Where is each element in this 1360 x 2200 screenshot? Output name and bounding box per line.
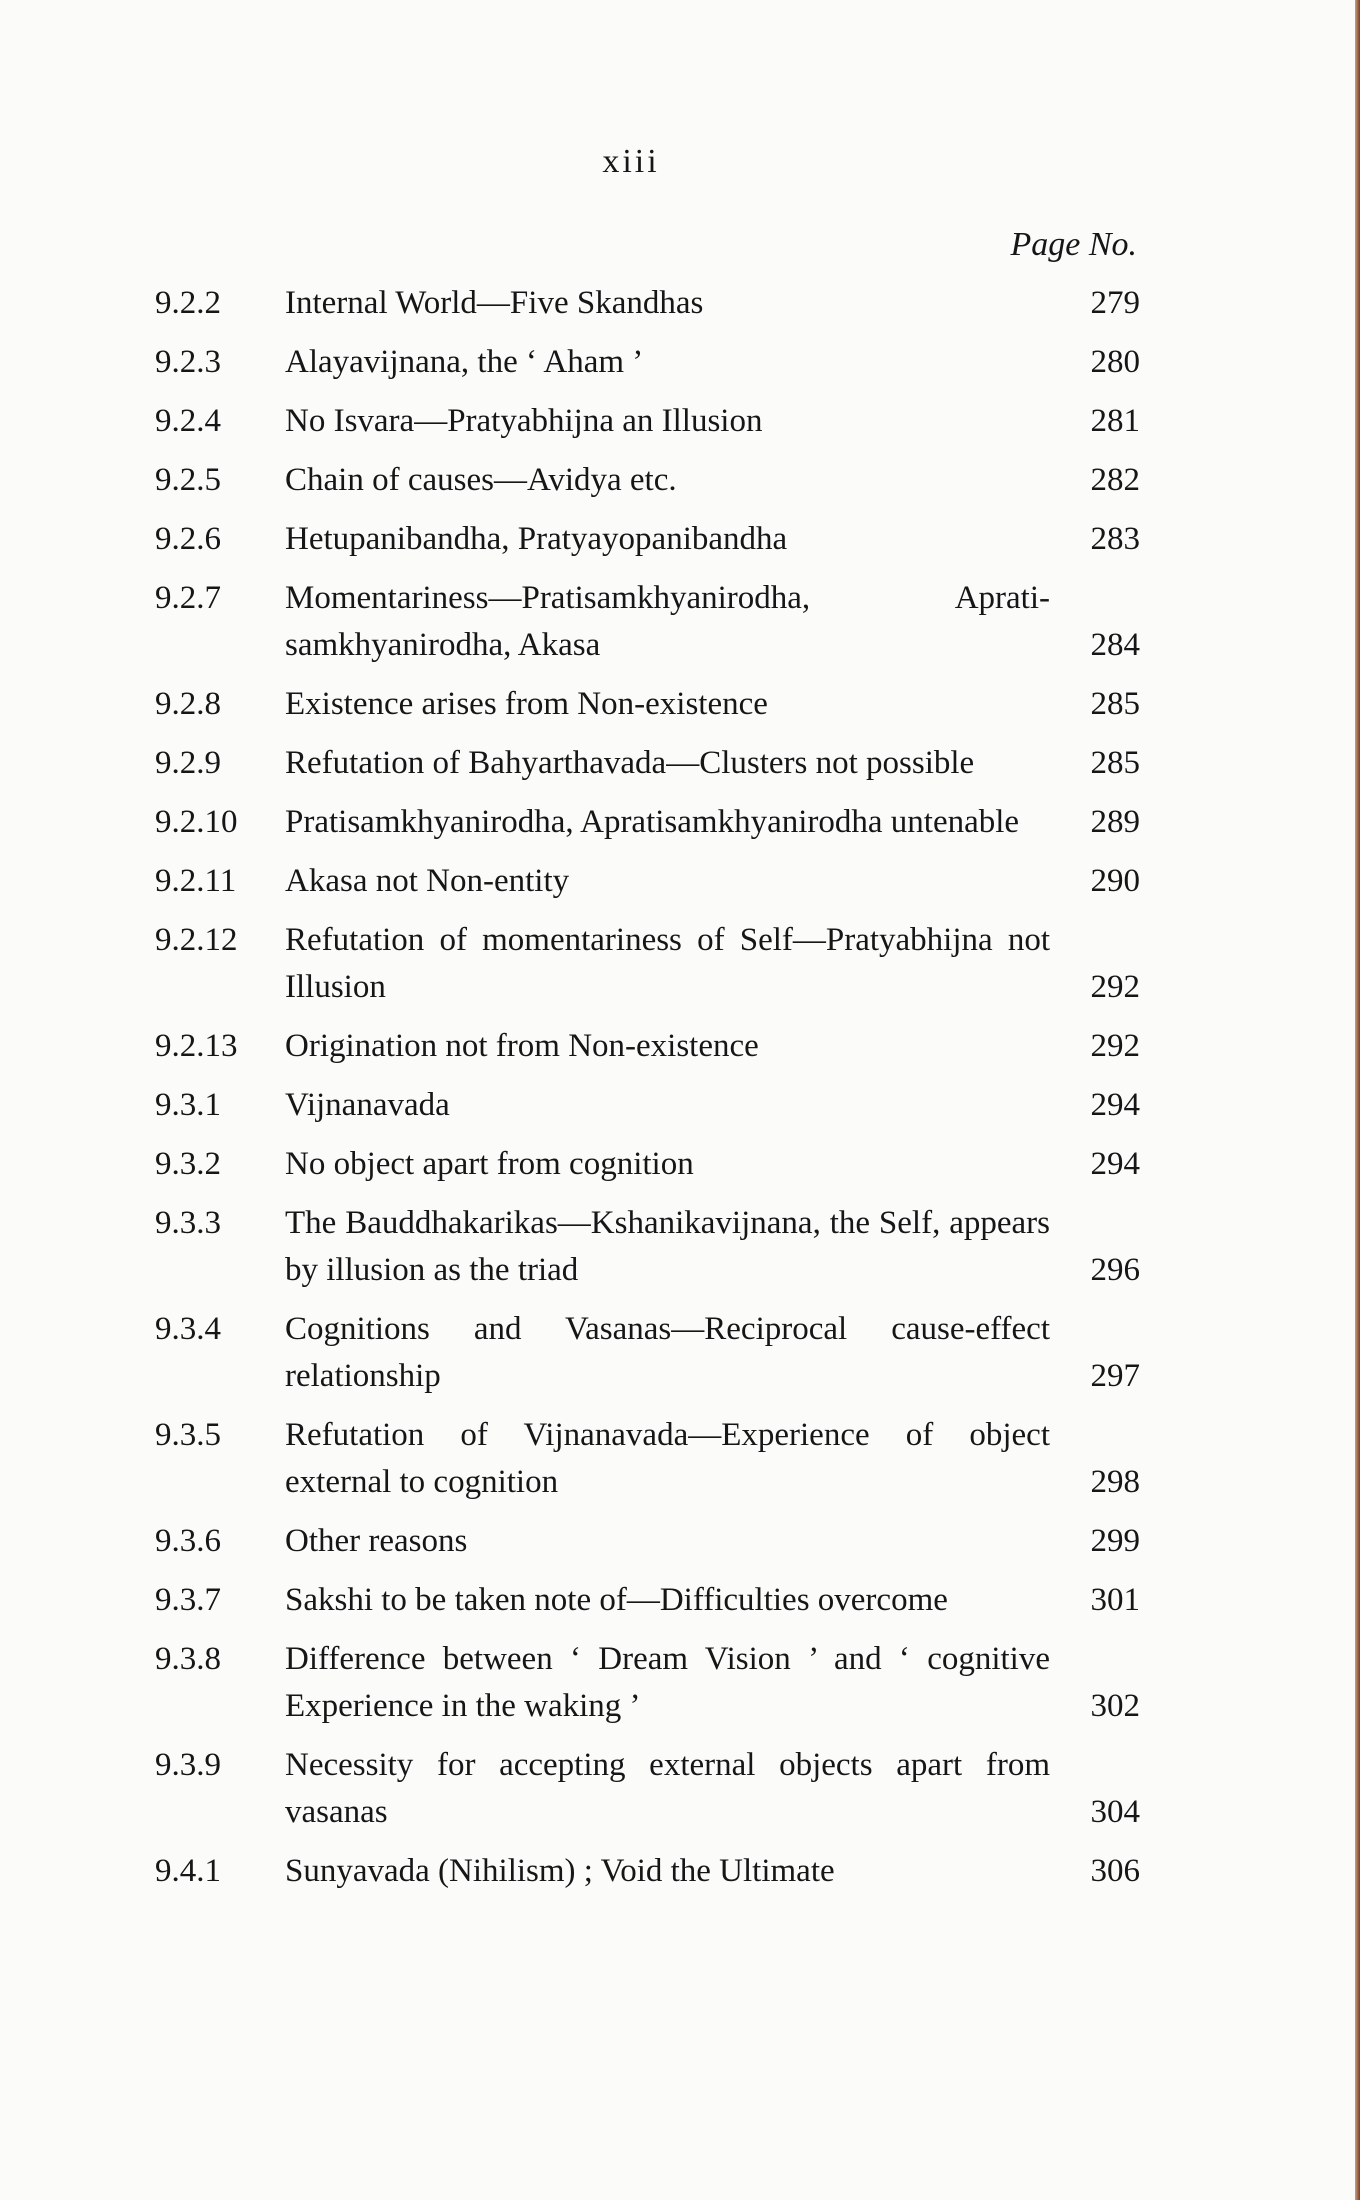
toc-entry: [155, 1412, 1140, 1506]
page-reference: 296: [1090, 1252, 1140, 1288]
section-number: 9.2.2: [155, 285, 221, 321]
section-number: 9.2.13: [155, 1028, 238, 1064]
toc-entry: [155, 1636, 1140, 1730]
page-reference: 285: [1090, 745, 1140, 781]
section-number: 9.3.6: [155, 1523, 221, 1559]
section-number: 9.2.4: [155, 403, 221, 439]
section-number: 9.2.6: [155, 521, 221, 557]
toc-entry: [155, 457, 1140, 504]
section-number: 9.2.10: [155, 804, 238, 840]
page-reference: 283: [1090, 521, 1140, 557]
section-title: No object apart from cognition: [285, 1146, 694, 1182]
page-reference: 280: [1090, 344, 1140, 380]
section-number: 9.3.9: [155, 1747, 221, 1783]
toc-entry: [155, 398, 1140, 445]
toc-entry: [155, 1023, 1140, 1070]
toc-entry: [155, 1848, 1140, 1895]
section-title: Internal World—Five Skandhas: [285, 285, 704, 321]
section-number: 9.3.2: [155, 1146, 221, 1182]
toc-entry: [155, 575, 1140, 669]
section-title: Refutation of Vijnanavada—Experience of object external to cognition: [285, 1417, 1050, 1500]
toc-entry: [155, 740, 1140, 787]
section-title: Sakshi to be taken note of—Difficulties overcome: [285, 1582, 948, 1618]
section-number: 9.3.5: [155, 1417, 221, 1453]
toc-entry: [155, 681, 1140, 728]
page-reference: 285: [1090, 686, 1140, 722]
section-title: Existence arises from Non-existence: [285, 686, 768, 722]
page-reference: 298: [1090, 1464, 1140, 1500]
page-reference: 279: [1090, 285, 1140, 321]
page-reference: 297: [1090, 1358, 1140, 1394]
page-reference: 294: [1090, 1087, 1140, 1123]
page-edge: [1355, 0, 1360, 2200]
page-reference: 281: [1090, 403, 1140, 439]
section-title: Akasa not Non-entity: [285, 863, 570, 899]
table-of-contents: [155, 280, 1140, 1907]
page-reference: 282: [1090, 462, 1140, 498]
toc-entry: [155, 280, 1140, 327]
section-title: Momentariness—Pratisamkhyanirodha, Aprati-samkhyanirodha, Akasa: [285, 580, 1050, 663]
section-number: 9.3.8: [155, 1641, 221, 1677]
section-title: Alayavijnana, the ‘ Aham ’: [285, 344, 644, 380]
section-number: 9.2.9: [155, 745, 221, 781]
section-title: Chain of causes—Avidya etc.: [285, 462, 677, 498]
page-reference: 304: [1090, 1794, 1140, 1830]
toc-entry: [155, 1742, 1140, 1836]
section-number: 9.3.1: [155, 1087, 221, 1123]
section-title: Vijnanavada: [285, 1087, 450, 1123]
section-number: 9.3.3: [155, 1205, 221, 1241]
page-reference: 306: [1090, 1853, 1140, 1889]
page-reference: 294: [1090, 1146, 1140, 1182]
toc-entry: [155, 1082, 1140, 1129]
section-title: No Isvara—Pratyabhijna an Illusion: [285, 403, 763, 439]
page-number-column-heading: Page No.: [1010, 226, 1137, 263]
section-title: Origination not from Non-existence: [285, 1028, 759, 1064]
section-number: 9.4.1: [155, 1853, 221, 1889]
page-reference: 289: [1090, 804, 1140, 840]
section-title: Sunyavada (Nihilism) ; Void the Ultimate: [285, 1853, 835, 1889]
section-title: Difference between ‘ Dream Vision ’ and ‘ cognitive Experience in the waking ’: [285, 1641, 1050, 1724]
toc-entry: [155, 339, 1140, 386]
section-title: Cognitions and Vasanas—Reciprocal cause-effect relationship: [285, 1311, 1050, 1394]
section-title: Refutation of momentariness of Self—Pratyabhijna not Illusion: [285, 922, 1050, 1005]
page-reference: 302: [1090, 1688, 1140, 1724]
page-reference: 284: [1090, 627, 1140, 663]
section-number: 9.2.8: [155, 686, 221, 722]
toc-entry: [155, 1518, 1140, 1565]
page-reference: 290: [1090, 863, 1140, 899]
toc-entry: [155, 516, 1140, 563]
section-title: Other reasons: [285, 1523, 468, 1559]
toc-entry: [155, 1200, 1140, 1294]
section-title: The Bauddhakarikas—Kshanikavijnana, the Self, appears by illusion as the triad: [285, 1205, 1050, 1288]
section-number: 9.2.11: [155, 863, 237, 899]
section-number: 9.2.7: [155, 580, 221, 616]
section-number: 9.2.5: [155, 462, 221, 498]
page-reference: 301: [1090, 1582, 1140, 1618]
toc-entry: [155, 799, 1140, 846]
section-title: Hetupanibandha, Pratyayopanibandha: [285, 521, 788, 557]
section-number: 9.3.7: [155, 1582, 221, 1618]
section-number: 9.3.4: [155, 1311, 221, 1347]
toc-entry: [155, 1306, 1140, 1400]
toc-entry: [155, 1141, 1140, 1188]
section-title: Pratisamkhyanirodha, Apratisamkhyanirodha untenable: [285, 804, 1020, 840]
page-reference: 299: [1090, 1523, 1140, 1559]
toc-entry: [155, 858, 1140, 905]
page-number: xiii: [602, 143, 660, 180]
toc-entry: [155, 1577, 1140, 1624]
section-title: Necessity for accepting external objects apart from vasanas: [285, 1747, 1050, 1830]
section-number: 9.2.12: [155, 922, 238, 958]
section-number: 9.2.3: [155, 344, 221, 380]
page-reference: 292: [1090, 1028, 1140, 1064]
section-title: Refutation of Bahyarthavada—Clusters not possible: [285, 745, 975, 781]
page-reference: 292: [1090, 969, 1140, 1005]
toc-entry: [155, 917, 1140, 1011]
